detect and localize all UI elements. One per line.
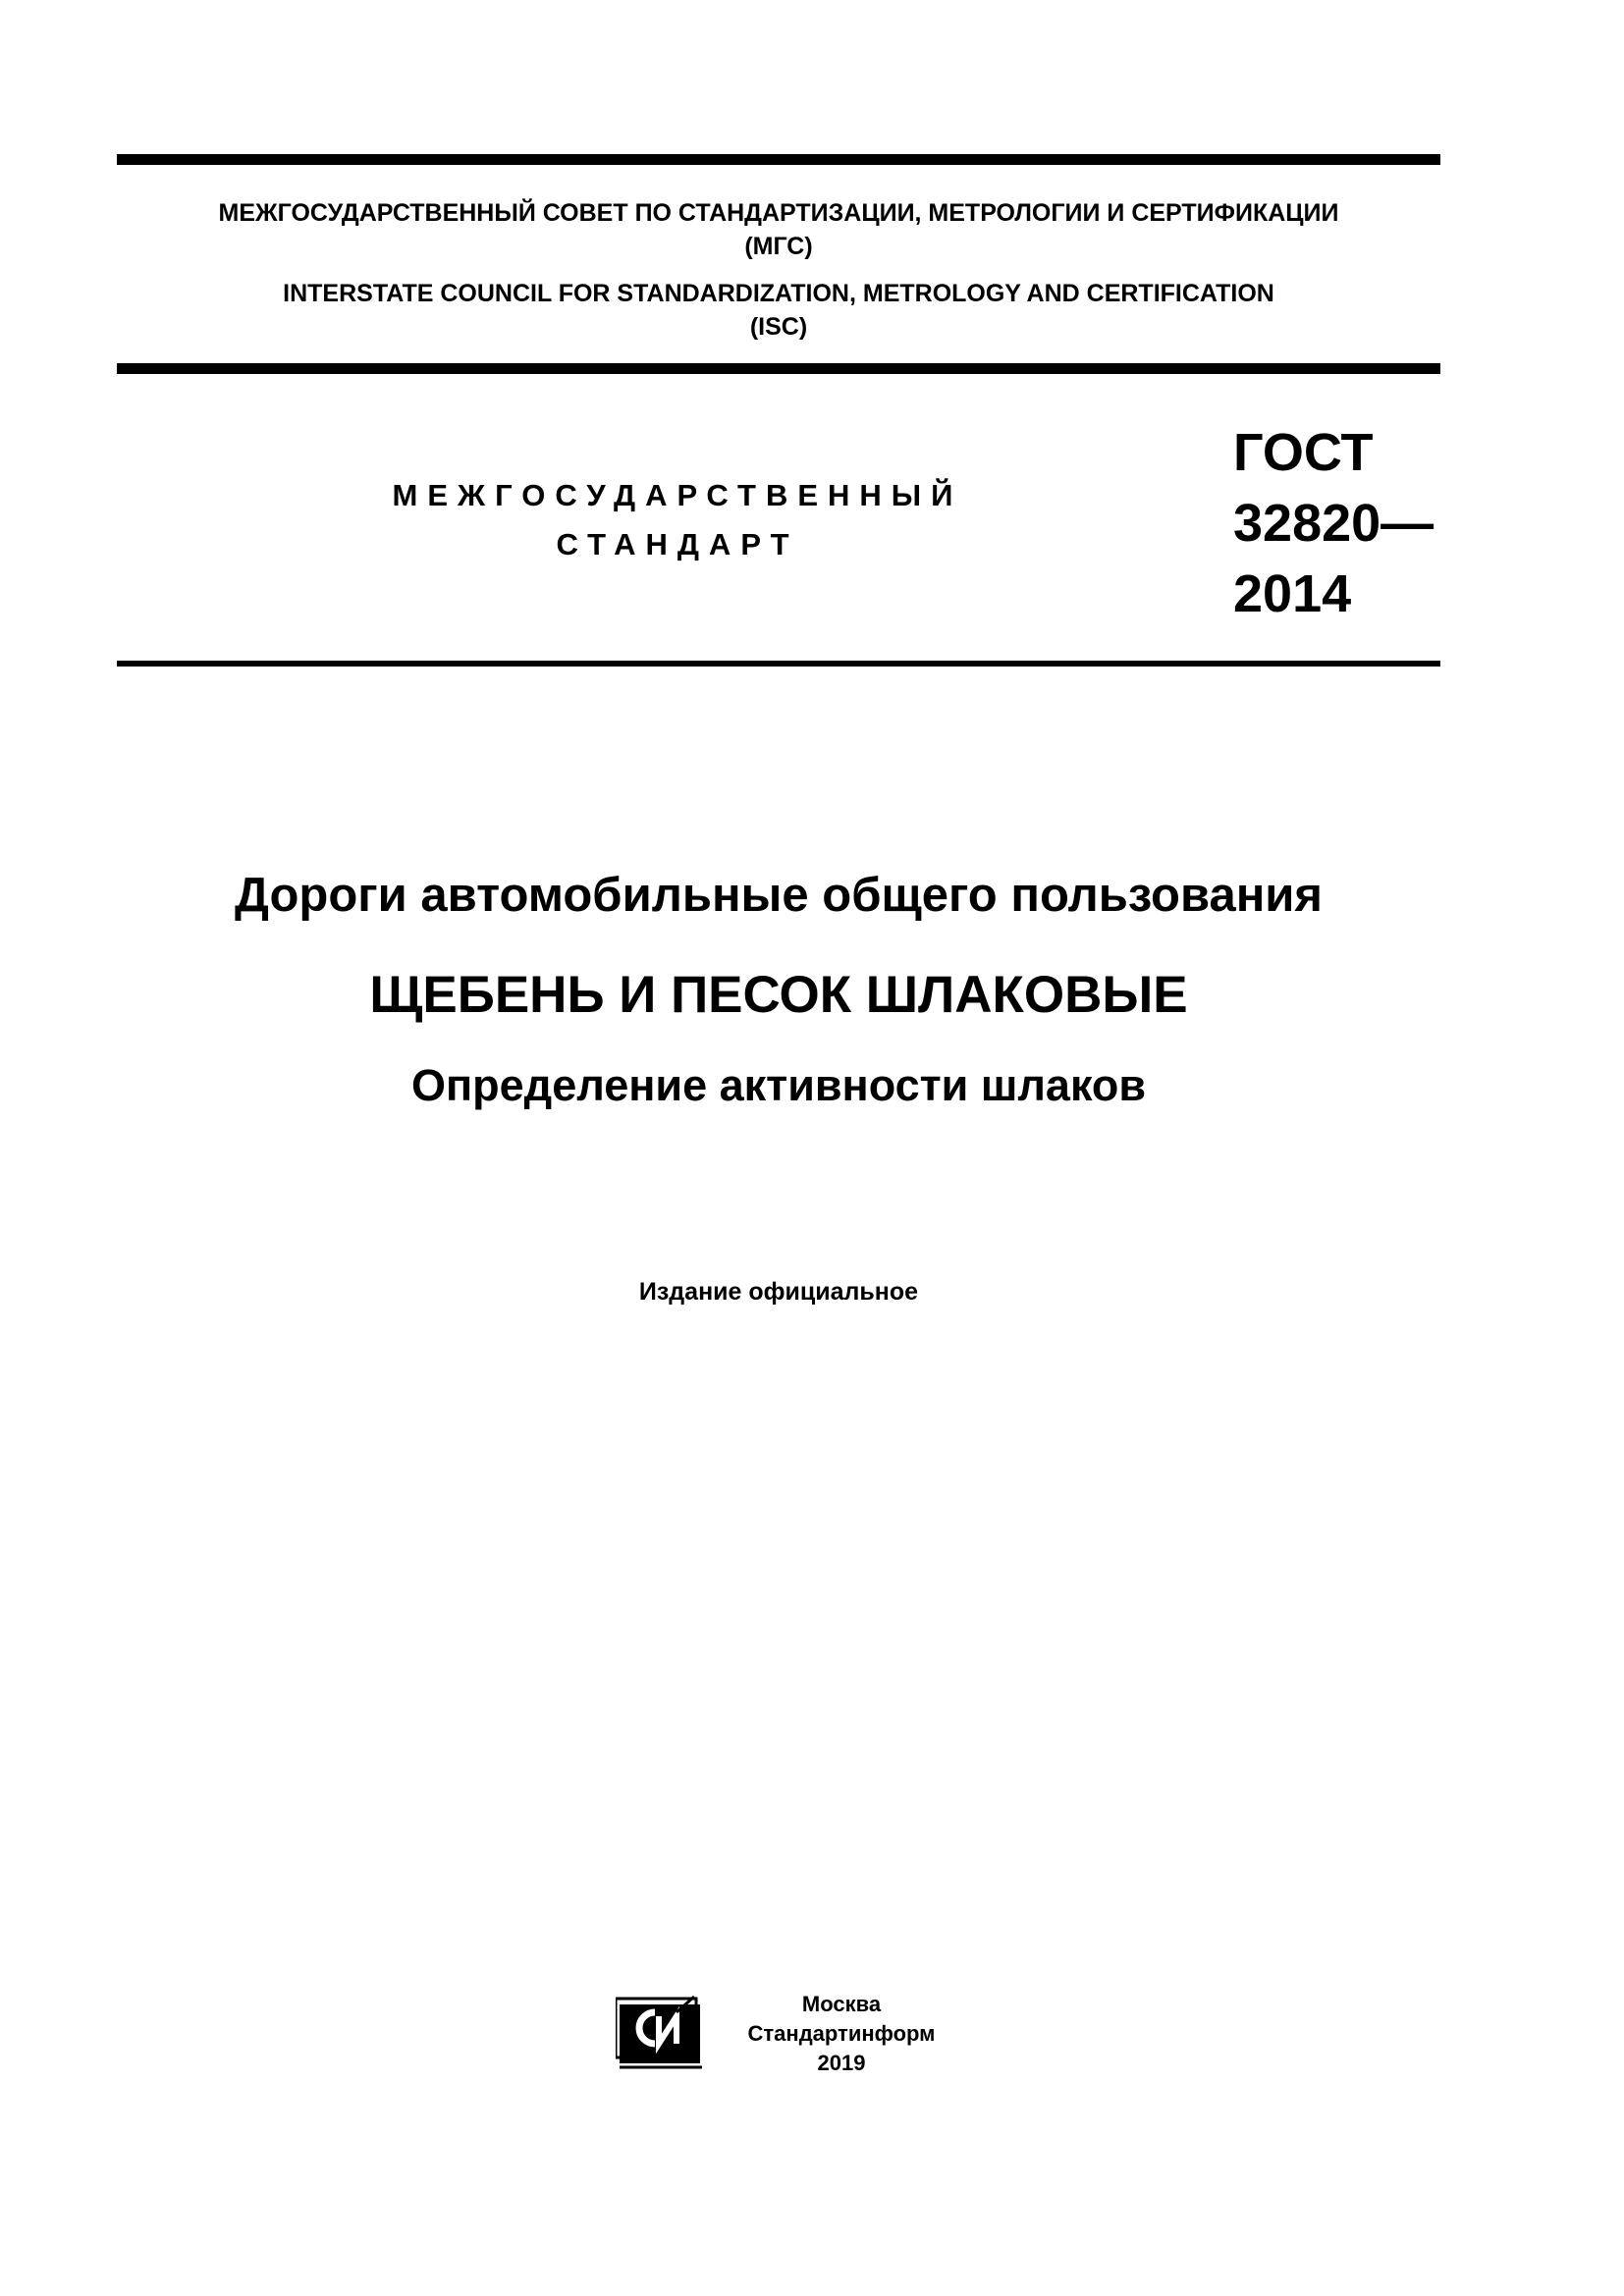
gost-number: [1233, 417, 1439, 629]
gost-code: 32820—: [1233, 494, 1435, 553]
standartinform-logo-icon: [616, 1995, 709, 2071]
gost-year: 2014: [1233, 564, 1352, 623]
standard-type-line1: МЕЖГОСУДАРСТВЕННЫЙ: [392, 478, 963, 512]
document-title-general: Дороги автомобильные общего пользования: [234, 869, 1324, 922]
publisher-city: Москва: [801, 1992, 882, 2016]
edition-label: Издание официальное: [638, 1278, 919, 1306]
publication-year: 2019: [817, 2051, 866, 2075]
council-name-ru-line: МЕЖГОСУДАРСТВЕННЫЙ СОВЕТ ПО СТАНДАРТИЗАЦИИ, МЕТРОЛОГИИ И СЕРТИФИКАЦИИ: [218, 199, 1339, 227]
council-name-ru: [117, 196, 1440, 263]
middle-rule: [117, 363, 1440, 374]
publisher-block: [729, 1990, 954, 2078]
standard-type-line2: СТАНДАРТ: [556, 527, 799, 561]
council-name-en: [117, 277, 1440, 344]
council-name-en-line: INTERSTATE COUNCIL FOR STANDARDIZATION, METROLOGY AND CERTIFICATION: [283, 280, 1274, 307]
gost-prefix: ГОСТ: [1233, 423, 1374, 482]
publisher-name: Стандартинформ: [747, 2021, 936, 2046]
document-title-sub: Определение активности шлаков: [410, 1060, 1147, 1110]
council-abbr-ru: (МГС): [744, 233, 813, 260]
standard-type-label: [373, 471, 982, 569]
document-title-main: ЩЕБЕНЬ И ПЕСОК ШЛАКОВЫЕ: [369, 966, 1188, 1024]
top-rule: [117, 154, 1440, 165]
bottom-rule: [117, 661, 1440, 667]
council-abbr-en: (ISC): [749, 313, 808, 341]
